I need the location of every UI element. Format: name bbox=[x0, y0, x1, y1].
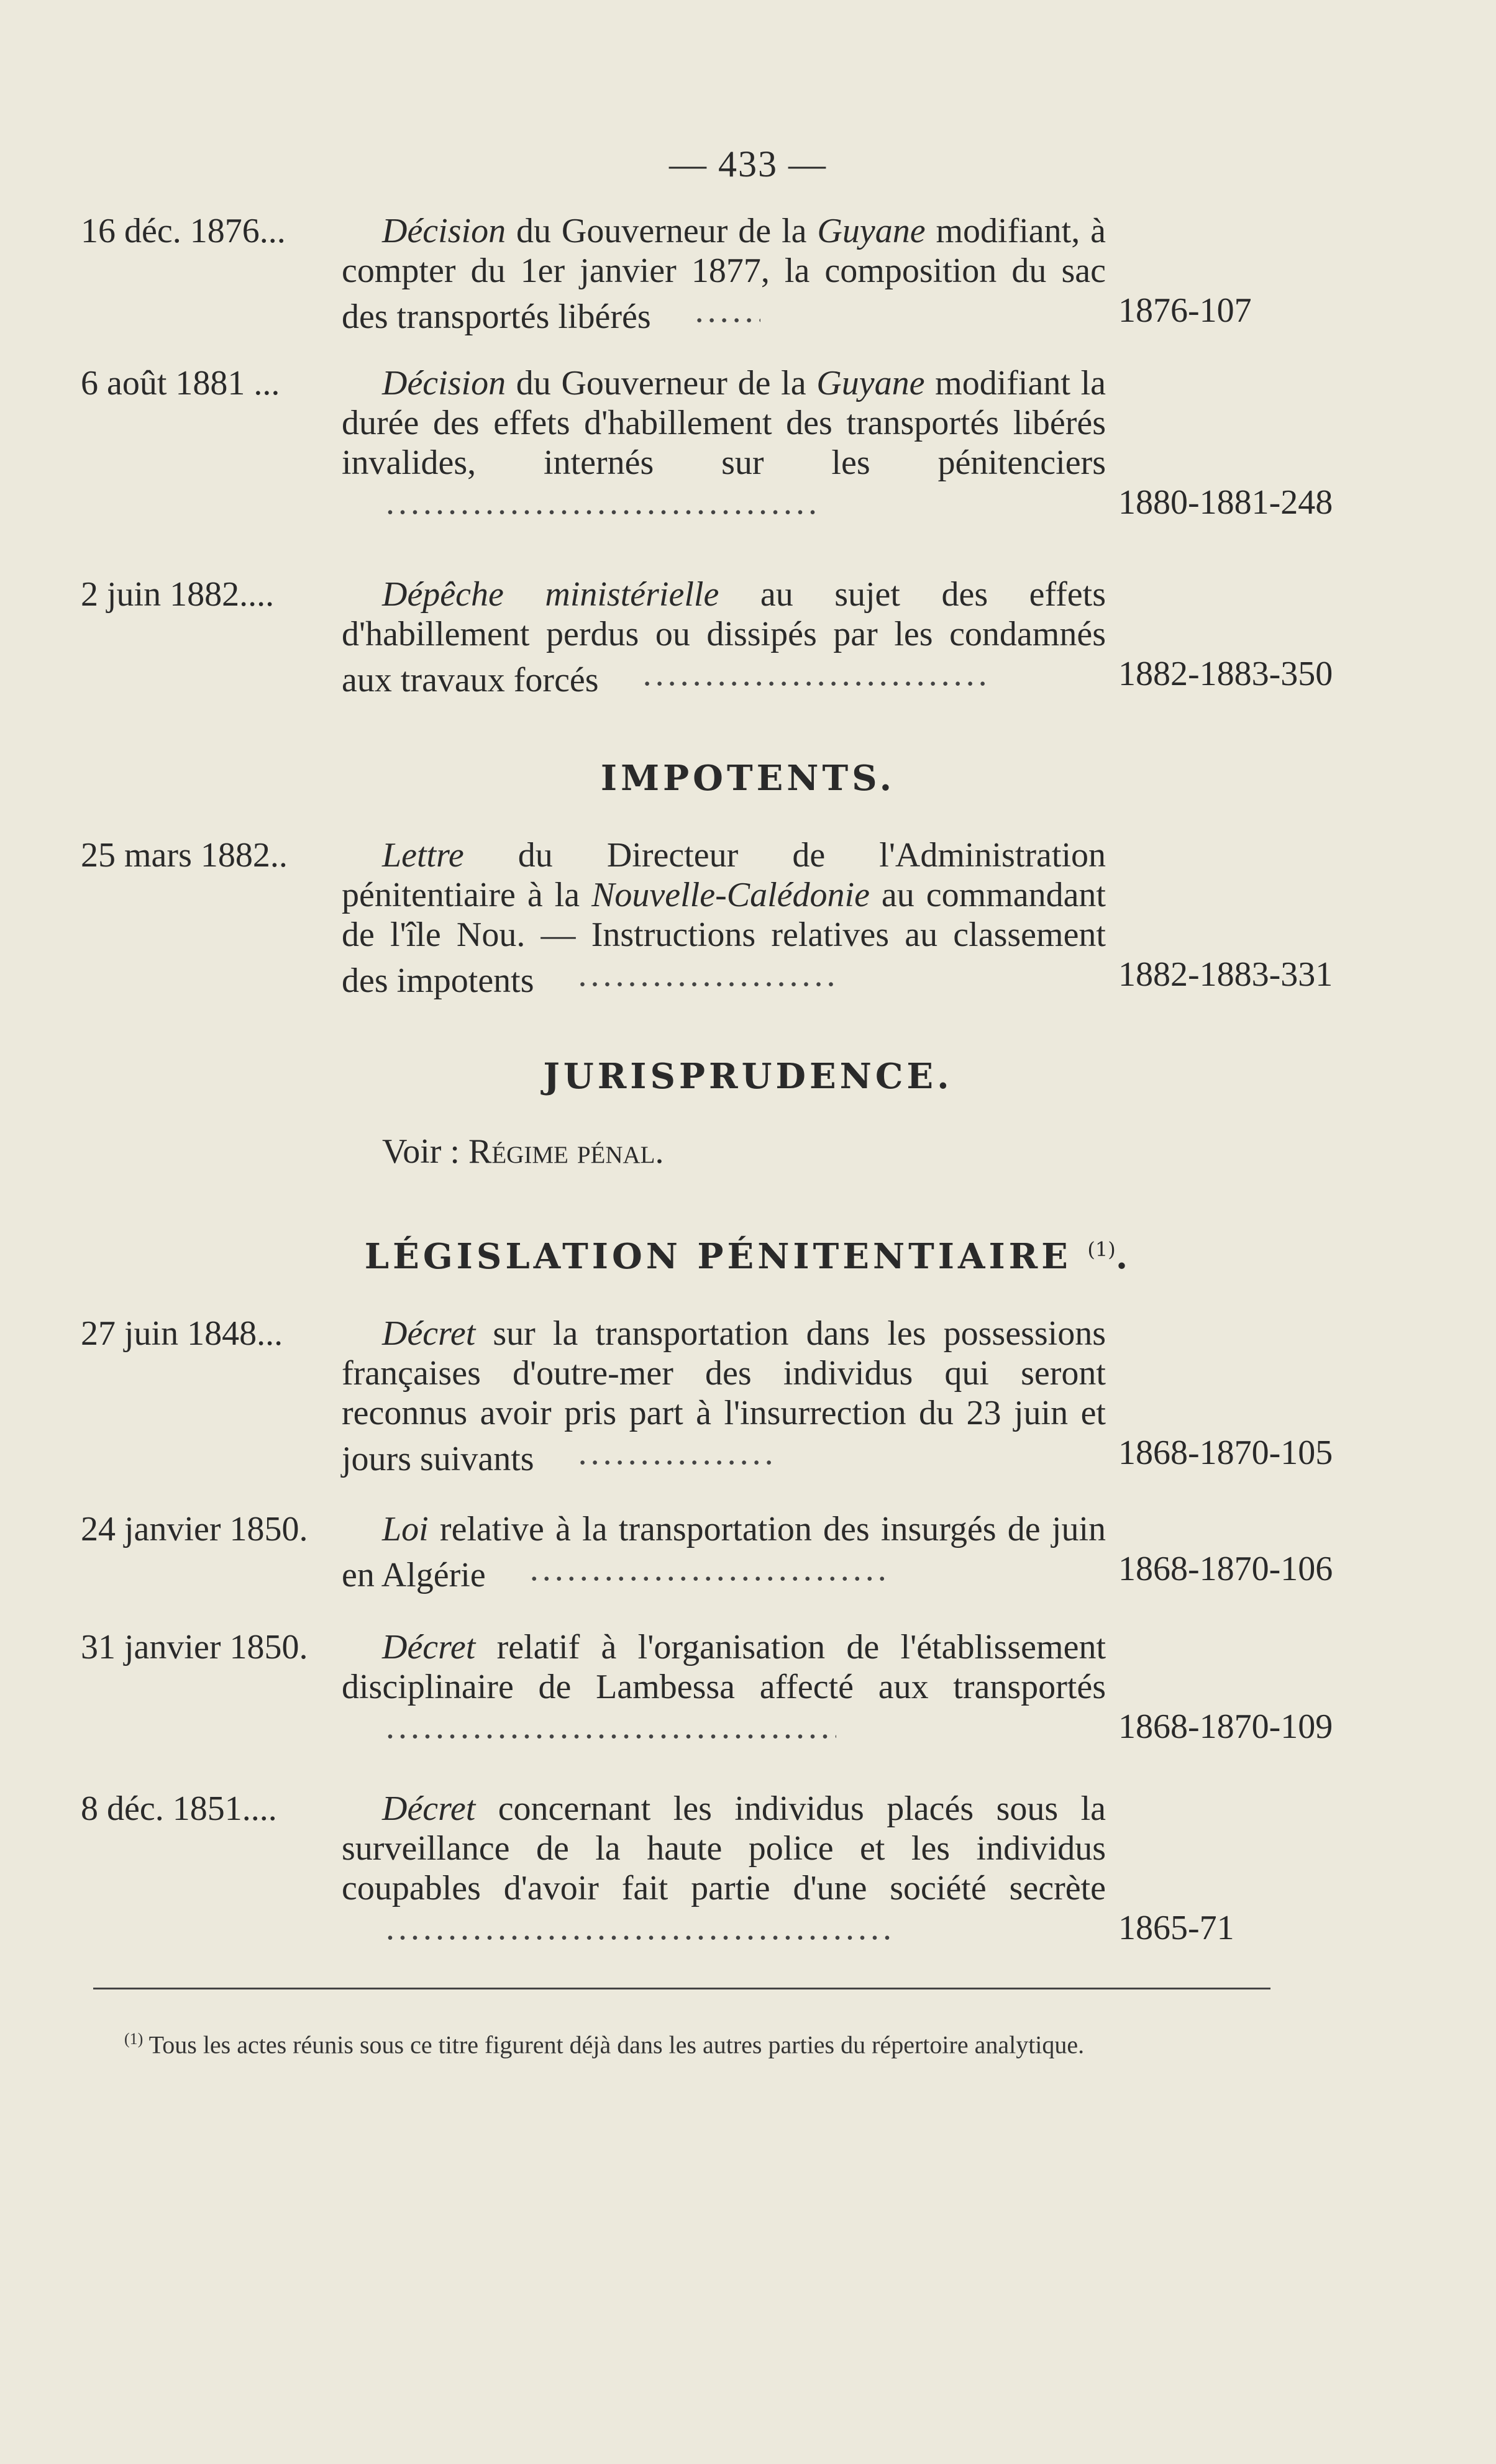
leader-dots bbox=[603, 654, 988, 691]
entry-text: Loi relative à la transportation des insurgés de juin en Algérie..... bbox=[342, 1509, 1106, 1595]
entry-date: 24 janvier 1850. bbox=[81, 1510, 308, 1548]
leader-dots bbox=[538, 955, 836, 992]
section-heading-legislation: LÉGISLATION PÉNITENTIAIRE $^{(1)}$. bbox=[364, 1236, 1132, 1277]
entry-place: Guyane bbox=[817, 212, 926, 250]
entry-reference: 1868-1870-105 bbox=[1118, 1434, 1333, 1472]
entry-reference: 1868-1870-109 bbox=[1118, 1707, 1333, 1746]
entry-lead: Lettre bbox=[382, 836, 464, 875]
entry-lead: Dépêche ministérielle bbox=[382, 575, 719, 614]
leader-dots bbox=[490, 1549, 887, 1586]
entry-place: Nouvelle-Calédonie bbox=[591, 876, 870, 914]
entry-text: Décret relatif à l'organisation de l'établissement disciplinaire de Lambessa affecté aux transportés..... bbox=[342, 1627, 1106, 1753]
entry-text: Décision du Gouverneur de la Guyane modifiant, à compter du 1er janvier 1877, la composition du sac des transportés libérés..... bbox=[342, 211, 1106, 337]
leader-dots bbox=[538, 1433, 774, 1470]
entry-text: Décret sur la transportation dans les possessions françaises d'outre-mer des individus qui seront reconnus avoir pris part à l'insurrection du 23 juin et jours suivants..... bbox=[342, 1314, 1106, 1479]
entry-lead: Loi bbox=[382, 1510, 429, 1548]
section-heading-impotents: IMPOTENTS. bbox=[600, 758, 896, 799]
page-number: — 433 — bbox=[669, 143, 827, 184]
entry-lead: Décision bbox=[382, 212, 506, 250]
footnote bbox=[93, 2019, 1270, 2065]
entry-date: 2 juin 1882.... bbox=[81, 575, 275, 614]
entry-lead: Décret bbox=[382, 1314, 476, 1353]
entry-date: 25 mars 1882.. bbox=[81, 836, 288, 875]
entry-lead: Décret bbox=[382, 1789, 476, 1828]
entry-reference: 1882-1883-331 bbox=[1118, 955, 1333, 994]
entry-text: Décision du Gouverneur de la Guyane modifiant la durée des effets d'habillement des transportés libérés invalides, internés sur les pénitenciers..... bbox=[342, 363, 1106, 529]
entry-date: 16 déc. 1876... bbox=[81, 212, 286, 250]
section-heading-jurisprudence: JURISPRUDENCE. bbox=[543, 1056, 953, 1097]
leader-dots bbox=[345, 1707, 836, 1744]
see-also-target: Régime pénal. bbox=[468, 1132, 664, 1171]
entry-date: 6 août 1881 ... bbox=[81, 364, 280, 402]
entry-text: Décret concernant les individus placés sous la surveillance de la haute police et les individus coupables d'avoir fait partie d'une société secrète..... bbox=[342, 1789, 1106, 1954]
leader-dots bbox=[345, 1908, 892, 1945]
entry-reference: 1876-107 bbox=[1118, 291, 1252, 330]
entry-reference: 1868-1870-106 bbox=[1118, 1550, 1333, 1588]
leader-dots bbox=[345, 483, 818, 520]
footnote-number: (1) bbox=[124, 2030, 144, 2048]
entry-text: Lettre du Directeur de l'Administration pénitentiaire à la Nouvelle-Calédonie au commandant de l'île Nou. — Instructions relatives au classement des impotents..... bbox=[342, 835, 1106, 1001]
entry-reference: 1865-71 bbox=[1118, 1909, 1234, 1947]
entry-date: 8 déc. 1851.... bbox=[81, 1789, 277, 1828]
footnote-text: Tous les actes réunis sous ce titre figurent déjà dans les autres parties du répertoire analytique. bbox=[143, 2030, 1085, 2059]
entry-date: 31 janvier 1850. bbox=[81, 1628, 308, 1666]
entry-reference: 1880-1881-248 bbox=[1118, 483, 1333, 522]
footnote-marker: (1) bbox=[1087, 1237, 1116, 1262]
entry-text: Dépêche ministérielle au sujet des effets d'habillement perdus ou dissipés par les condamnés aux travaux forcés..... bbox=[342, 575, 1106, 700]
entry-place: Guyane bbox=[816, 364, 925, 402]
entry-lead: Décret bbox=[382, 1628, 476, 1666]
see-also-label: Voir : bbox=[382, 1132, 468, 1171]
entry-date: 27 juin 1848... bbox=[81, 1314, 283, 1353]
footnote-rule bbox=[93, 1988, 1270, 1989]
see-also-reference bbox=[382, 1132, 664, 1171]
entry-reference: 1882-1883-350 bbox=[1118, 655, 1333, 693]
leader-dots bbox=[655, 291, 760, 328]
entry-lead: Décision bbox=[382, 364, 506, 402]
